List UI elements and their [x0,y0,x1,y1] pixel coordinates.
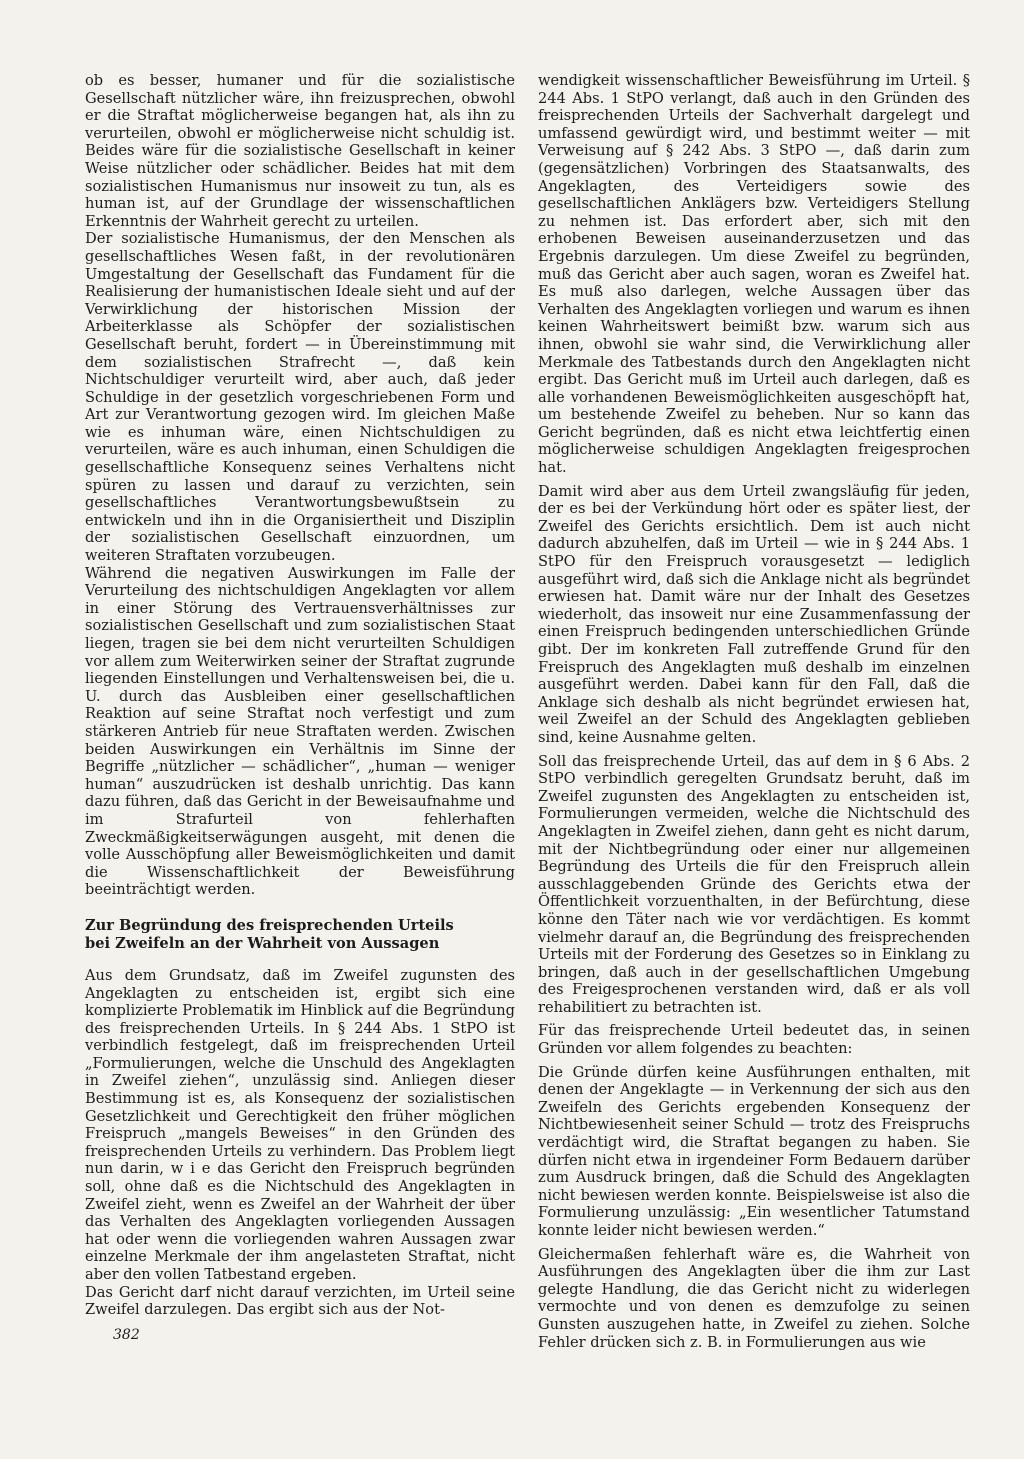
left-paragraph-2: Der sozialistische Humanismus, der den Menschen als gesellschaftliches Wesen faßt, in der revolutionären Umgestaltung der Gesellschaft das Fundament für die Realisierung der humanistischen Ideale sieht und auf der Verwirklichung der historischen Mission der Arbeiterklasse als Schöpfer der sozialistischen Gesellschaft beruht, fordert — in Übereinstimmung mit dem sozialistischen Strafrecht —, daß kein Nichtschuldiger verurteilt wird, aber auch, daß jeder Schuldige in der gesetzlich vorgeschriebenen Form und Art zur Verantwortung gezogen wird. Im gleichen Maße wie es inhuman wäre, einen Nichtschuldigen zu verurteilen, wäre es auch inhuman, einen Schuldigen die gesellschaftliche Konsequenz seines Verhaltens nicht spüren zu lassen und darauf zu verzichten, sein gesellschaftliches Verantwortungsbewußtsein zu entwickeln und ihn in die Organisiertheit und Disziplin der sozialistischen Gesellschaft einzuordnen, um weiteren Straftaten vorzubeugen. [85,230,515,565]
page-number: 382 [113,1327,140,1343]
left-paragraph-3: Während die negativen Auswirkungen im Falle der Verurteilung des nichtschuldigen Angeklagten vor allem in einer Störung des Vertrauensverhältnisses zur sozialistischen Gesellschaft und zum sozialistischen Staat liegen, tragen sie bei dem nicht verurteilten Schuldigen vor allem zum Weiterwirken seiner der Straftat zugrunde liegenden Einstellungen und Verhaltensweisen bei, die u. U. durch das Ausbleiben einer gesellschaftlichen Reaktion auf seine Straftat noch verfestigt und zum stärkeren Antrieb für neue Straftaten werden. Zwischen beiden Auswirkungen ein Verhältnis im Sinne der Begriffe „nützlicher — schädlicher“, „human — weniger human“ auszudrücken ist deshalb unrichtig. Das kann dazu führen, daß das Gericht in der Beweisaufnahme und im Strafurteil von fehlerhaften Zweckmäßigkeitserwägungen ausgeht, mit denen die volle Ausschöpfung aller Beweismöglichkeiten und damit die Wissenschaftlichkeit der Beweisführung beeinträchtigt werden. [85,564,515,899]
left-paragraph-4: Aus dem Grundsatz, daß im Zweifel zugunsten des Angeklagten zu entscheiden ist, ergibt sich eine komplizierte Problematik im Hinblick auf die Begründung des freisprechenden Urteils. In § 244 Abs. 1 StPO ist verbindlich festgelegt, daß im freisprechenden Urteil „Formulierungen, welche die Unschuld des Angeklagten in Zweifel ziehen“, unzulässig sind. Anliegen dieser Bestimmung ist es, als Konsequenz der sozialistischen Gesetzlichkeit und Gerechtigkeit den früher möglichen Freispruch „mangels Beweises“ in den Gründen des freisprechenden Urteils zu verhindern. Das Problem liegt nun darin, w i e das Gericht den Freispruch begründen soll, ohne daß es die Nichtschuld des Angeklagten in Zweifel zieht, wenn es Zweifel an der Wahrheit der über das Verhalten des Angeklagten vorliegenden Aussagen hat oder wenn die vorliegenden wahren Aussagen zwar einzelne Merkmale der ihm angelasteten Straftat, nicht aber den vollen Tatbestand ergeben. [85,966,515,1283]
right-paragraph-1: wendigkeit wissenschaftlicher Beweisführung im Urteil. § 244 Abs. 1 StPO verlangt, daß auch in den Gründen des freisprechenden Urteils der Sachverhalt dargelegt und umfassend gewürdigt wird, und bestimmt weiter — mit Verweisung auf § 242 Abs. 3 StPO —, daß darin zum (gegensätzlichen) Vorbringen des Staatsanwalts, des Angeklagten, des Verteidigers sowie des gesellschaftlichen Anklägers bzw. Verteidigers Stellung zu nehmen ist. Das erfordert aber, sich mit den erhobenen Beweisen auseinanderzusetzen und das Ergebnis darzulegen. Um diese Zweifel zu begründen, muß das Gericht aber auch sagen, woran es Zweifel hat. Es muß also darlegen, welche Aussagen über das Verhalten des Angeklagten vorliegen und warum es ihnen keinen Wahrheitswert beimißt bzw. warum sich aus ihnen, obwohl sie wahr sind, die Verwirklichung aller Merkmale des Tatbestands durch den Angeklagten nicht ergibt. Das Gericht muß im Urteil auch darlegen, daß es alle vorhandenen Beweismöglichkeiten ausgeschöpft hat, um bestehende Zweifel zu beheben. Nur so kann das Gericht begründen, daß es nicht etwa leichtfertig einen möglicherweise schuldigen Angeklagten freigesprochen hat. [538,72,970,477]
right-column [538,72,970,1357]
section-heading-line-1: Zur Begründung des freisprechenden Urteils [85,916,454,934]
right-paragraph-5: Die Gründe dürfen keine Ausführungen enthalten, mit denen der Angeklagte — in Verkennung der sich aus den Zweifeln des Gerichts ergebenden Konsequenz der Nichtbewiesenheit seiner Schuld — trotz des Freispruchs verdächtigt wird, die Straftat begangen zu haben. Sie dürfen nicht etwa in irgendeiner Form Bedauern darüber zum Ausdruck bringen, daß die Schuld des Angeklagten nicht bewiesen werden konnte. Beispielsweise ist also die Formulierung unzulässig: „Ein wesentlicher Tatumstand konnte leider nicht bewiesen werden.“ [538,1063,970,1239]
left-column [85,72,515,1319]
right-paragraph-3: Soll das freisprechende Urteil, das auf dem in § 6 Abs. 2 StPO verbindlich geregelten Grundsatz beruht, daß im Zweifel zugunsten des Angeklagten zu entscheiden ist, Formulierungen vermeiden, welche die Nichtschuld des Angeklagten in Zweifel ziehen, dann geht es nicht darum, mit der Nichtbegründung oder einer nur allgemeinen Begründung des Urteils die für den Freispruch allein ausschlaggebenden Gründe des Gerichts etwa der Öffentlichkeit vorzuenthalten, in der Befürchtung, diese könne den Täter nach wie vor verdächtigen. Es kommt vielmehr darauf an, die Begründung des freisprechenden Urteils mit der Forderung des Gesetzes so in Einklang zu bringen, daß auch in der gesellschaftlichen Umgebung des Freigesprochenen verstanden wird, daß er als voll rehabilitiert zu betrachten ist. [538,752,970,1016]
right-paragraph-6: Gleichermaßen fehlerhaft wäre es, die Wahrheit von Ausführungen des Angeklagten über die ihm zur Last gelegte Handlung, die das Gericht nicht zu widerlegen vermochte und von denen es demzufolge zu seinen Gunsten auszugehen hatte, in Zweifel zu ziehen. Solche Fehler drücken sich z. B. in Formulierungen aus wie [538,1245,970,1351]
left-paragraph-5: Das Gericht darf nicht darauf verzichten, im Urteil seine Zweifel darzulegen. Das ergibt sich aus der Not- [85,1283,515,1319]
right-paragraph-4: Für das freisprechende Urteil bedeutet das, in seinen Gründen vor allem folgendes zu beachten: [538,1022,970,1058]
section-heading [85,917,515,953]
section-heading-line-2: bei Zweifeln an der Wahrheit von Aussagen [85,934,440,952]
right-paragraph-2: Damit wird aber aus dem Urteil zwangsläufig für jeden, der es bei der Verkündung hört oder es später liest, der Zweifel des Gerichts ersichtlich. Dem ist auch nicht dadurch abzuhelfen, daß im Urteil — wie in § 244 Abs. 1 StPO für den Freispruch vorausgesetzt — lediglich ausgeführt wird, daß sich die Anklage nicht als begründet erwiesen hat. Damit wäre nur der Inhalt des Gesetzes wiederholt, das insoweit nur eine Zusammenfassung der einen Freispruch bedingenden unterschiedlichen Gründe gibt. Der im konkreten Fall zutreffende Grund für den Freispruch des Angeklagten muß deshalb im einzelnen ausgeführt werden. Dabei kann für den Fall, daß die Anklage sich deshalb als nicht begründet erwiesen hat, weil Zweifel an der Schuld des Angeklagten geblieben sind, keine Ausnahme gelten. [538,482,970,746]
left-paragraph-1: ob es besser, humaner und für die sozialistische Gesellschaft nützlicher wäre, ihn freizusprechen, obwohl er die Straftat möglicherweise begangen hat, als ihn zu verurteilen, obwohl er möglicherweise nicht schuldig ist. Beides wäre für die sozialistische Gesellschaft in keiner Weise nützlicher oder schädlicher. Beides hat mit dem sozialistischen Humanismus nur insoweit zu tun, als es human ist, auf der Grundlage der wissenschaftlichen Erkenntnis der Wahrheit gerecht zu urteilen. [85,72,515,230]
